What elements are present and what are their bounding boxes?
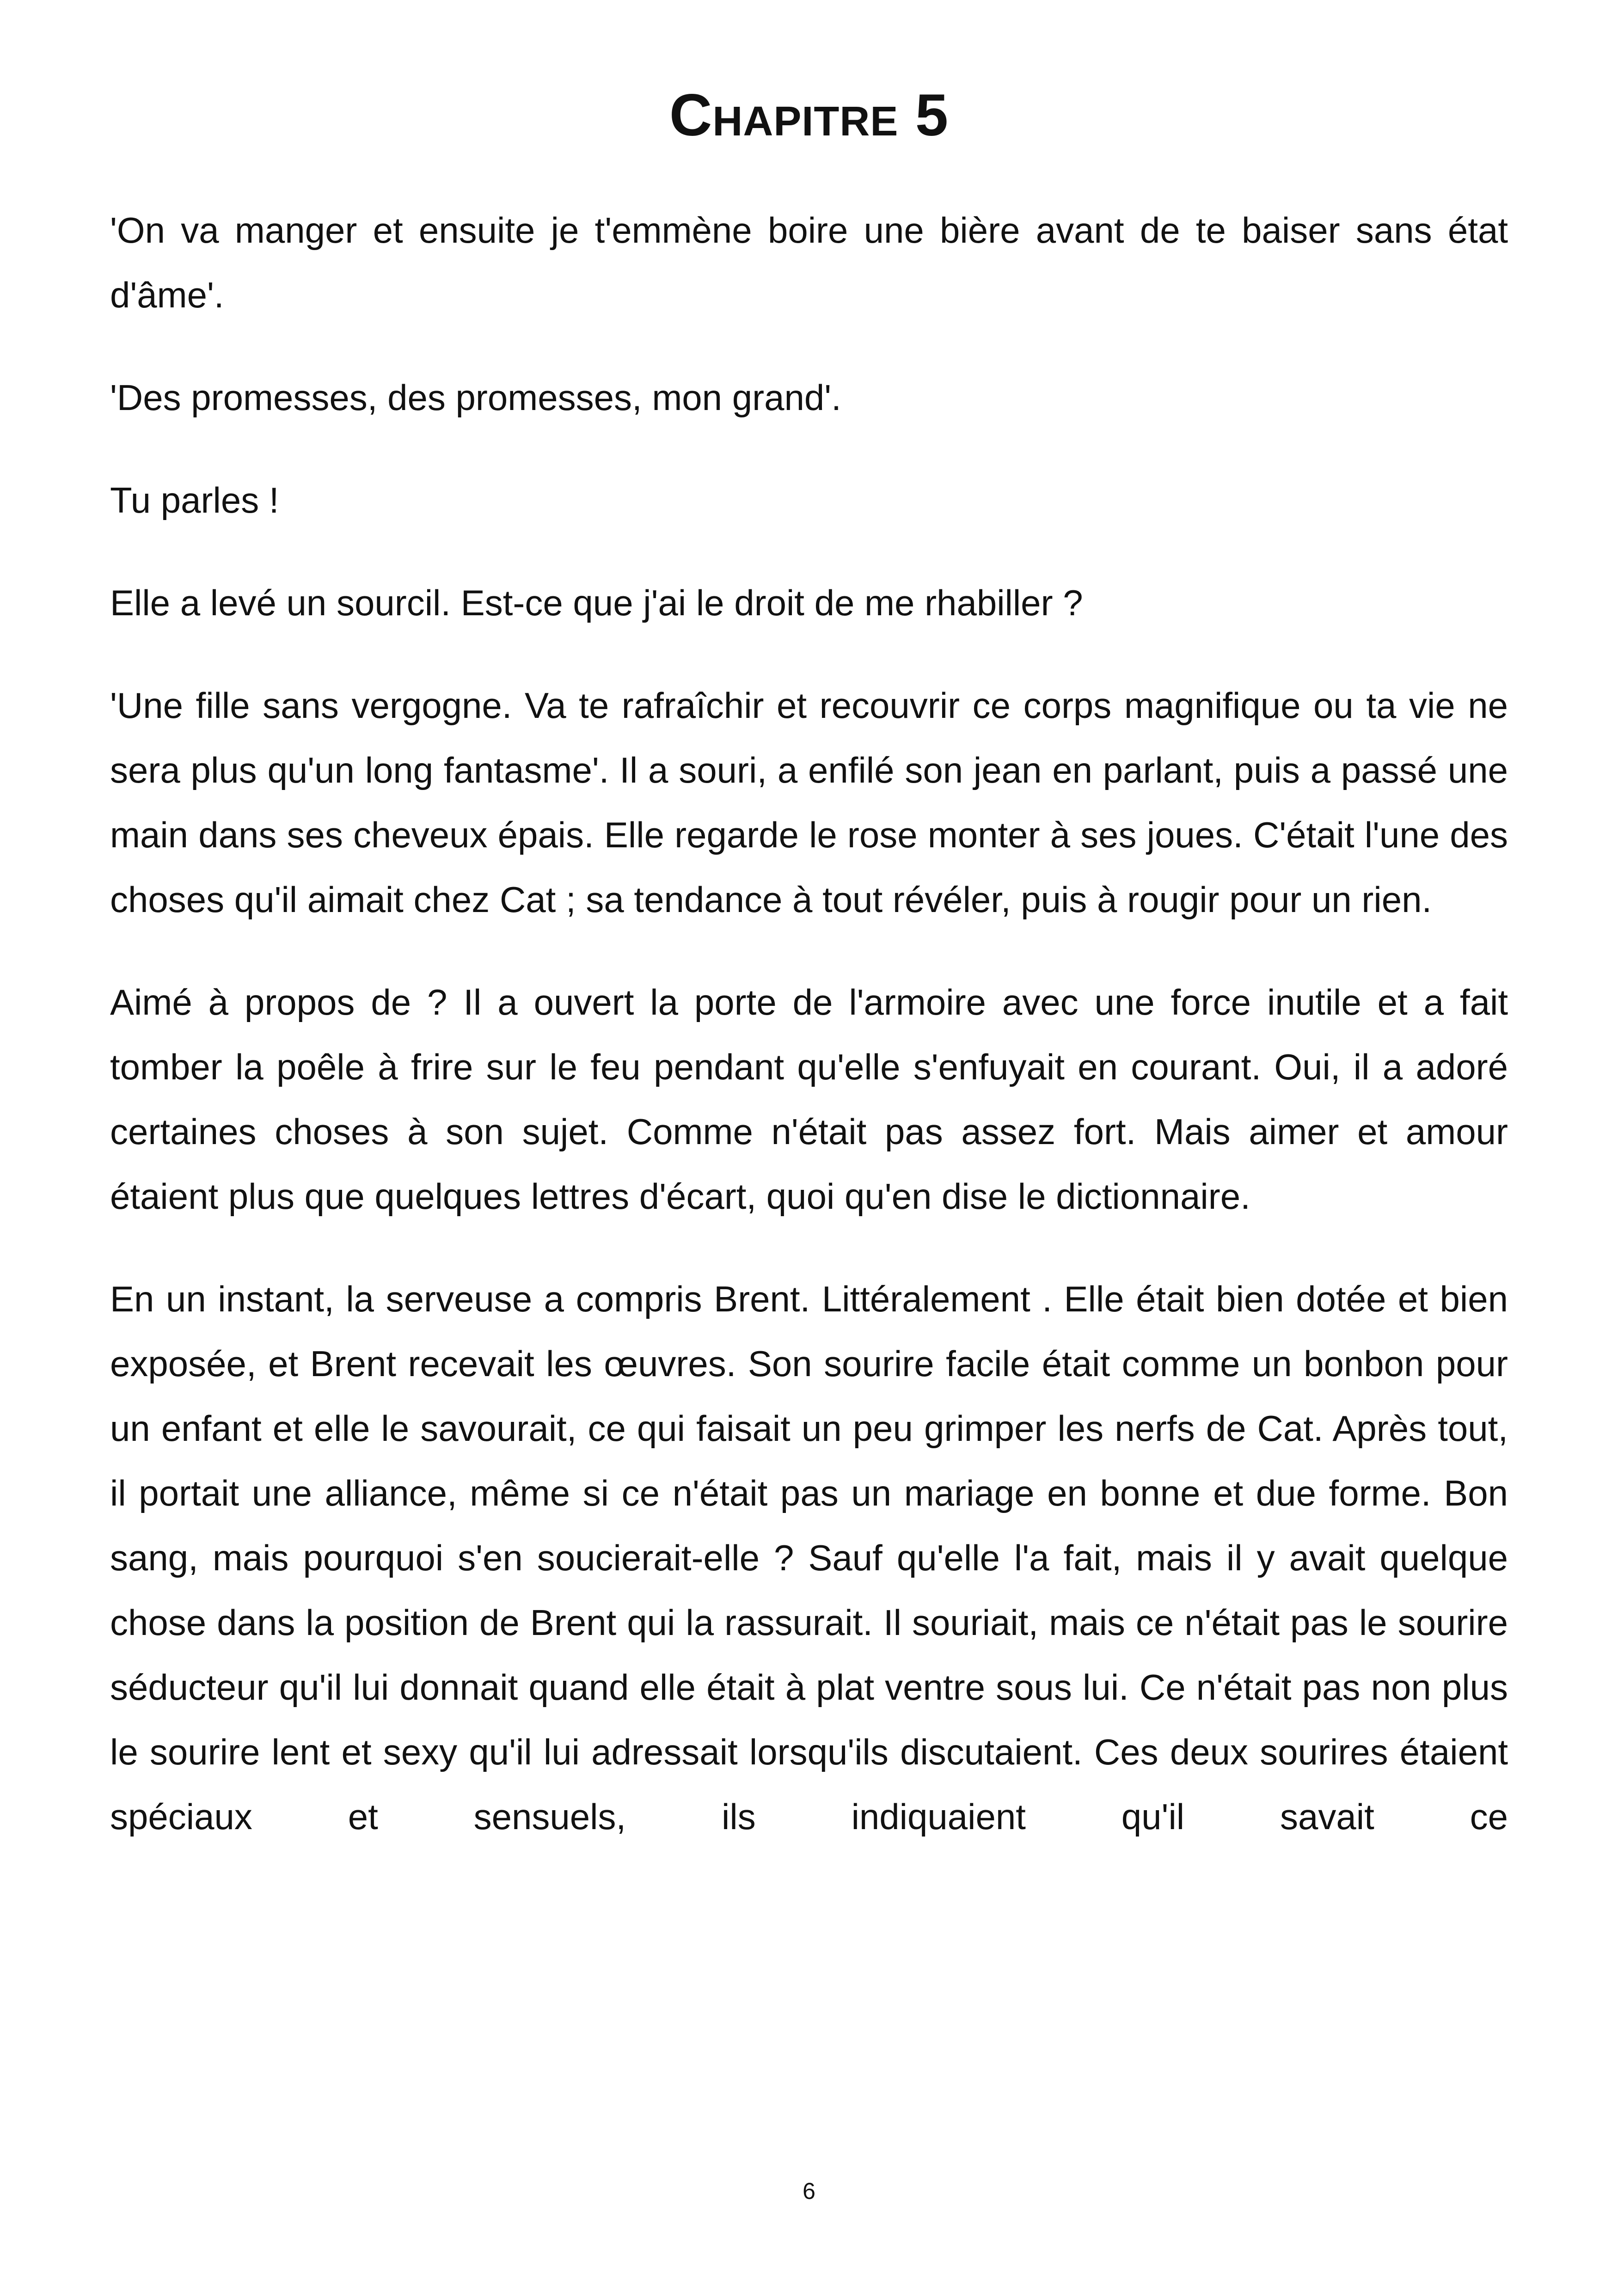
paragraph: En un instant, la serveuse a compris Brent. Littéralement . Elle était bien dotée et bien exposée, et Brent recevait les œuvres. Son sourire facile était comme un bonbon pour un enfant et elle le savourait, ce qui faisait un peu grimper les nerfs de Cat. Après tout, il portait une alliance, même si ce n'était pas un mariage en bonne et due forme. Bon sang, mais pourquoi s'en soucierait-elle ? Sauf qu'elle l'a fait, mais il y avait quelque chose dans la position de Brent qui la rassurait. Il souriait, mais ce n'était pas le sourire séducteur qu'il lui donnait quand elle était à plat ventre sous lui. Ce n'était pas non plus le sourire lent et sexy qu'il lui adressait lorsqu'ils discutaient. Ces deux sourires étaient spéciaux et sensuels, ils indiquaient qu'il savait ce [110, 1279, 1508, 1837]
paragraph: Elle a levé un sourcil. Est-ce que j'ai le droit de me rhabiller ? [110, 582, 1083, 623]
chapter-body [110, 198, 1508, 1849]
chapter-title: Chapitre 5 [669, 82, 949, 148]
paragraph: 'Des promesses, des promesses, mon grand'. [110, 377, 841, 418]
paragraph: Tu parles ! [110, 480, 279, 520]
paragraph: 'Une fille sans vergogne. Va te rafraîchir et recouvrir ce corps magnifique ou ta vie ne sera plus qu'un long fantasme'. Il a souri, a enfilé son jean en parlant, puis a passé une main dans ses cheveux épais. Elle regarde le rose monter à ses joues. C'était l'une des choses qu'il aimait chez Cat ; sa tendance à tout révéler, puis à rougir pour un rien. [110, 685, 1508, 920]
paragraph: Aimé à propos de ? Il a ouvert la porte de l'armoire avec une force inutile et a fait tomber la poêle à frire sur le feu pendant qu'elle s'enfuyait en courant. Oui, il a adoré certaines choses à son sujet. Comme n'était pas assez fort. Mais aimer et amour étaient plus que quelques lettres d'écart, quoi qu'en dise le dictionnaire. [110, 982, 1508, 1217]
paragraph: 'On va manger et ensuite je t'emmène boire une bière avant de te baiser sans état d'âme'. [110, 210, 1508, 315]
page-number: 6 [803, 2178, 815, 2204]
